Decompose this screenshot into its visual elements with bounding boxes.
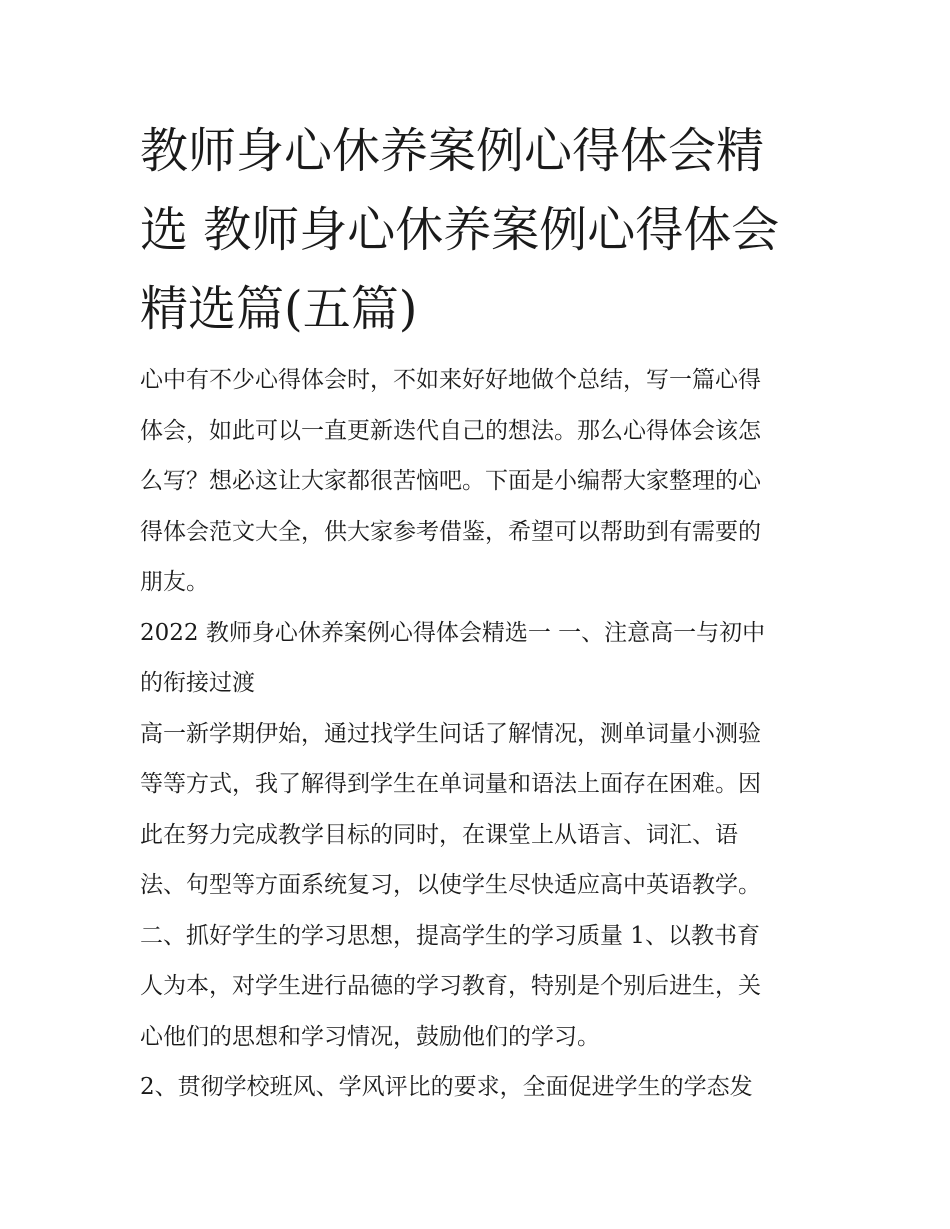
title-line: 精选篇(五篇) — [140, 281, 418, 337]
body-line: 等等方式，我了解得到学生在单词量和语法上面存在困难。因 — [140, 771, 761, 797]
body-line: 二、抓好学生的学习思想，提高学生的学习质量 1、以教书育 — [140, 922, 760, 949]
section-heading-line: 2022 教师身心休养案例心得体会精选一 一、注意高一与初中 — [140, 619, 766, 646]
body-line: 2、贯彻学校班风、学风评比的要求，全面促进学生的学态发 — [140, 1074, 753, 1100]
body-line: 么写？想必这让大家都很苦恼吧。下面是小编帮大家整理的心 — [140, 468, 761, 494]
body-line: 体会，如此可以一直更新迭代自己的想法。那么心得体会该怎 — [140, 417, 761, 444]
body-line: 朋友。 — [140, 569, 209, 595]
title-line: 选 教师身心休养案例心得体会 — [140, 202, 780, 258]
body-line: 得体会范文大全，供大家参考借鉴，希望可以帮助到有需要的 — [140, 518, 761, 545]
body-line: 心他们的思想和学习情况，鼓励他们的学习。 — [140, 1023, 600, 1050]
body-line: 此在努力完成教学目标的同时，在课堂上从语言、词汇、语 — [140, 821, 738, 848]
body-line: 法、句型等方面系统复习，以使学生尽快适应高中英语教学。 — [140, 872, 761, 898]
document-body — [140, 355, 830, 1113]
section-heading-line: 的衔接过渡 — [140, 670, 255, 696]
document-title — [140, 112, 820, 349]
body-line: 人为本，对学生进行品德的学习教育，特别是个别后进生，关 — [140, 973, 761, 999]
body-line: 心中有不少心得体会时，不如来好好地做个总结，写一篇心得 — [140, 367, 761, 393]
body-line: 高一新学期伊始，通过找学生问话了解情况，测单词量小测验 — [140, 720, 761, 747]
title-line: 教师身心休养案例心得体会精 — [140, 123, 765, 179]
